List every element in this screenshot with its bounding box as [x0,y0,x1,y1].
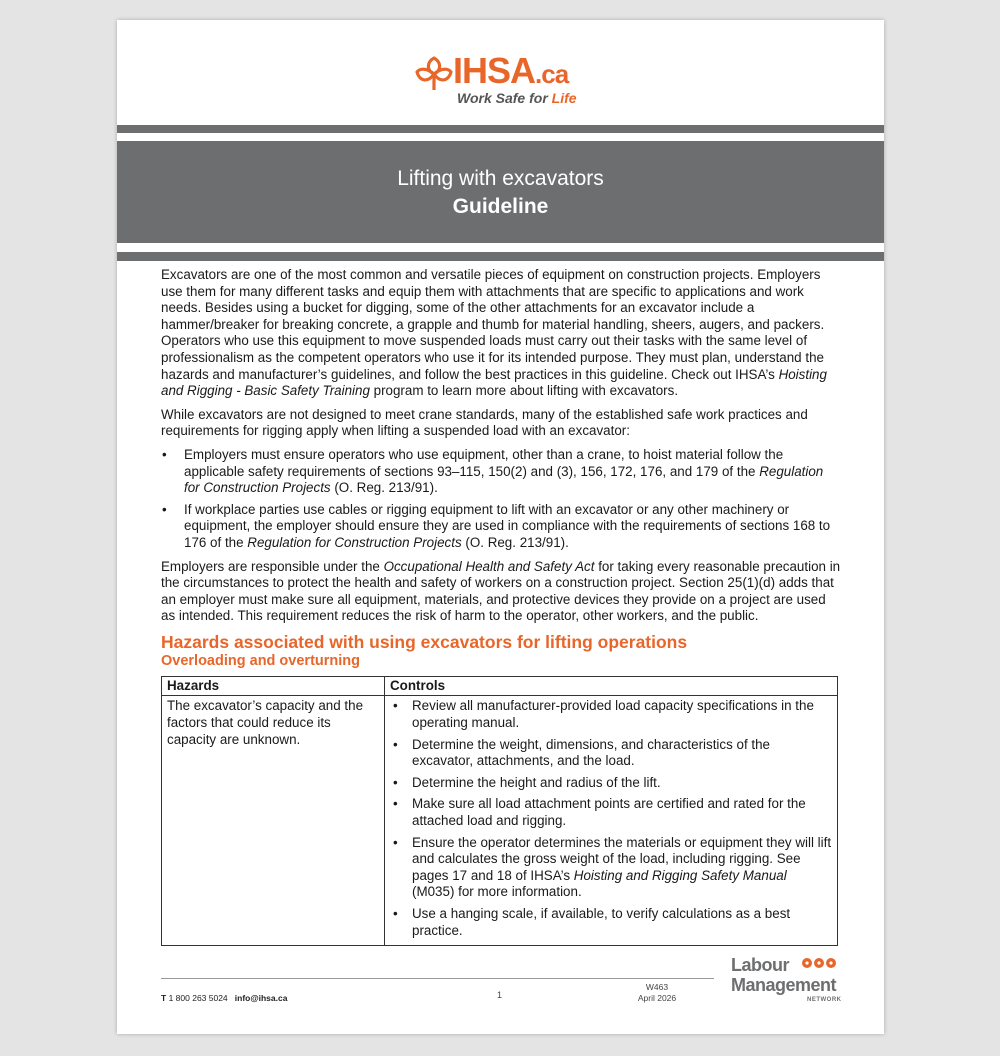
list-item: • If workplace parties use cables or rigging equipment to lift with an excavator or any other machinery or equipment, the employer should ensure they are used in compliance with the requirements of sections 168 to 176 of the Regulation for Construction Projects (O. Reg. 213/91). [161,502,841,552]
controls-column-header: Controls [385,676,838,696]
document-title: Lifting with excavators [397,167,604,190]
document-type: Guideline [452,195,549,218]
logo-wordmark: IHSA.ca [453,50,569,91]
body-content [161,267,841,946]
hazards-column-header: Hazards [162,676,385,696]
requirements-list [161,447,841,552]
title-banner [117,141,884,243]
controls-list [390,698,832,939]
section-subheading: Overloading and overturning [161,652,360,669]
list-item: • Review all manufacturer-provided load capacity specifications in the operating manual. [390,698,832,731]
header-rule-bottom [117,252,884,261]
hazard-cell: The excavator’s capacity and the factors that could reduce its capacity are unknown. [162,696,385,946]
header-rule-top [117,125,884,133]
network-dots-icon [787,952,837,974]
list-item: • Ensure the operator determines the materials or equipment they will lift and calculates the gross weight of the load, including rigging. See pages 17 and 18 of IHSA’s Hoisting and Rigging Safety Manual (M035) for more information. [390,835,832,901]
table-header-row [162,676,838,696]
list-item: • Determine the weight, dimensions, and characteristics of the excavator, attachments, and the load. [390,737,832,770]
footer-divider [161,978,714,979]
logo-tagline: Work Safe for Life [457,90,577,106]
section-heading: Hazards associated with using excavators for lifting operations [161,631,688,652]
footer-phone[interactable]: 1 800 263 5024 [168,993,228,1003]
list-item: • Determine the height and radius of the lift. [390,775,832,792]
footer-contact: T 1 800 263 5024 info@ihsa.ca [161,993,288,1003]
crane-standards-paragraph: While excavators are not designed to meet crane standards, many of the established safe work practices and requirements for rigging apply when lifting a suspended load with an excavator: [161,406,808,439]
page-number: 1 [497,990,503,1000]
employer-responsibility-paragraph: Employers are responsible under the Occupational Health and Safety Act for taking every reasonable precaution in the circumstances to protect the health and safety of workers on a construction project. Section 25(1)(d) adds that an employer must make sure all equipment, materials, and protective devices they provide on a project are used as intended. This requirement reduces the risk of harm to the operator, other workers, and the public. [161,558,841,624]
intro-paragraph: Excavators are one of the most common and versatile pieces of equipment on construction projects. Employers use them for many different tasks and equip them with attachments that are specific to applications and work needs. Besides using a bucket for digging, some of the other attachments for an excavator include a hammer/breaker for breaking concrete, a grapple and thumb for material handling, sheers, augers, and packers. Operators who use this equipment to move suspended loads must carry out their tasks with the same level of professionalism as the competent operators who use it for its intended purpose. They must plan, understand the hazards and manufacturer’s guidelines, and follow the best practices in this guideline. Check out IHSA’s Hoisting and Rigging - Basic Safety Training program to learn more about lifting with excavators. [161,267,827,399]
document-code: W463 April 2026 [637,982,677,1003]
labour-management-network-logo[interactable]: Labour Management NETWORK [731,952,851,1010]
table-row [162,696,838,946]
list-item: • Make sure all load attachment points are certified and rated for the attached load and rigging. [390,796,832,829]
list-item: • Employers must ensure operators who use equipment, other than a crane, to hoist material follow the applicable safety requirements of sections 93–115, 150(2) and (3), 156, 172, 176, and 179 of the Regulation for Construction Projects (O. Reg. 213/91). [161,447,841,497]
document-page [117,20,884,1034]
footer-email-link[interactable]: info@ihsa.ca [234,993,288,1003]
ihsa-logo[interactable] [413,50,593,114]
ihsa-trillium-logo-icon [413,54,455,94]
list-item: • Use a hanging scale, if available, to verify calculations as a best practice. [390,906,832,939]
controls-cell [385,696,838,946]
hazards-controls-table [161,676,838,946]
